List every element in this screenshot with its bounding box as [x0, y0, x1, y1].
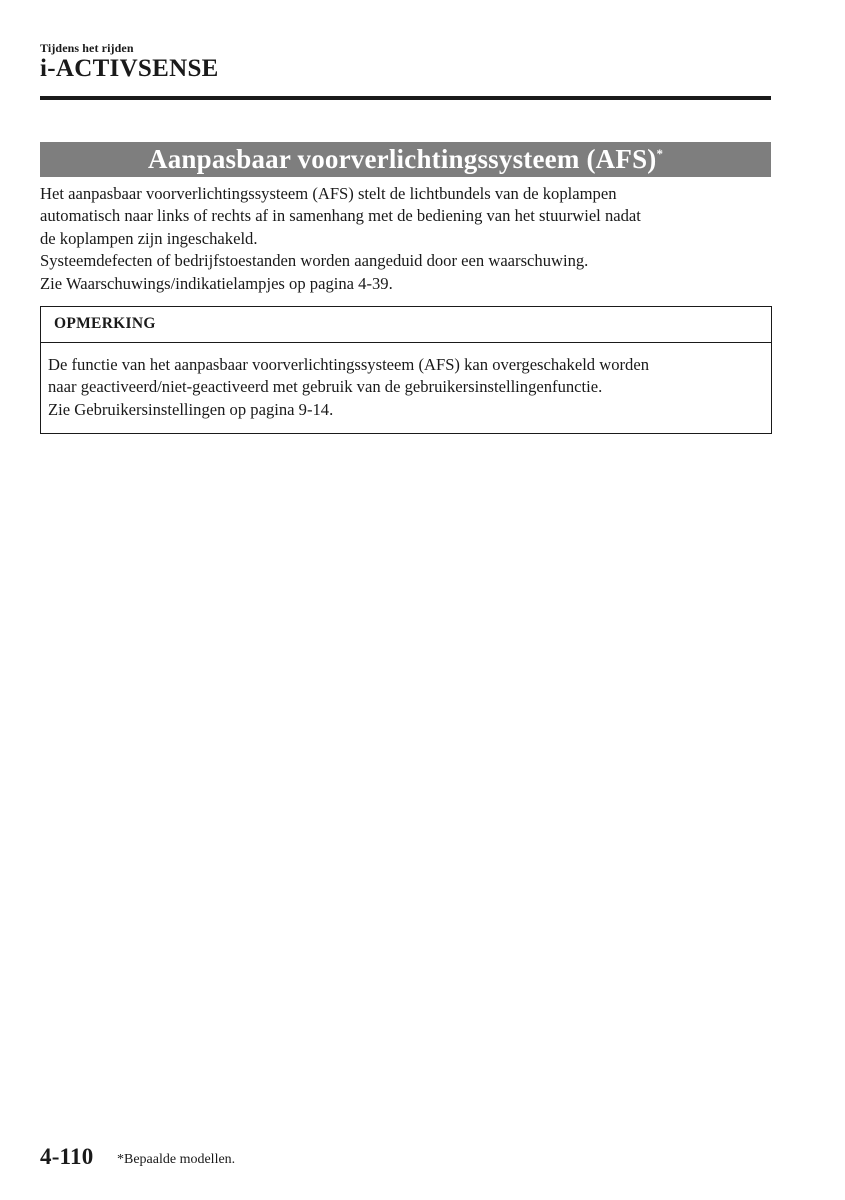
note-line: naar geactiveerd/niet-geactiveerd met gebruik van de gebruikersinstellingenfunctie. — [48, 377, 603, 397]
model-footnote-marker: * — [656, 146, 663, 161]
note-line: Zie Gebruikersinstellingen op pagina 9-14. — [48, 399, 334, 419]
note-box — [40, 306, 772, 434]
note-divider — [41, 342, 771, 343]
footnote: *Bepaalde modellen. — [117, 1152, 236, 1167]
body-line: Het aanpasbaar voorverlichtingssysteem (AFS) stelt de lichtbundels van de koplampen — [40, 184, 617, 203]
section-label: Tijdens het rijden — [40, 41, 134, 55]
chapter-title: i-ACTIVSENSE — [40, 55, 219, 82]
topic-title-bar — [40, 142, 771, 177]
note-heading: OPMERKING — [54, 315, 156, 332]
body-line: de koplampen zijn ingeschakeld. — [40, 228, 258, 248]
body-line: Zie Waarschuwings/indikatielampjes op pagina 4-39. — [40, 273, 393, 293]
body-paragraph — [40, 183, 780, 295]
header-divider — [40, 96, 771, 100]
body-line: automatisch naar links of rechts af in samenhang met de bediening van het stuurwiel nadat — [40, 206, 641, 226]
note-body — [48, 354, 770, 421]
topic-title: Aanpasbaar voorverlichtingssysteem (AFS) — [148, 144, 657, 174]
page-number: 4-110 — [40, 1144, 94, 1169]
note-line: De functie van het aanpasbaar voorverlichtingssysteem (AFS) kan overgeschakeld worden — [48, 355, 650, 374]
body-line: Systeemdefecten of bedrijfstoestanden worden aangeduid door een waarschuwing. — [40, 251, 589, 271]
